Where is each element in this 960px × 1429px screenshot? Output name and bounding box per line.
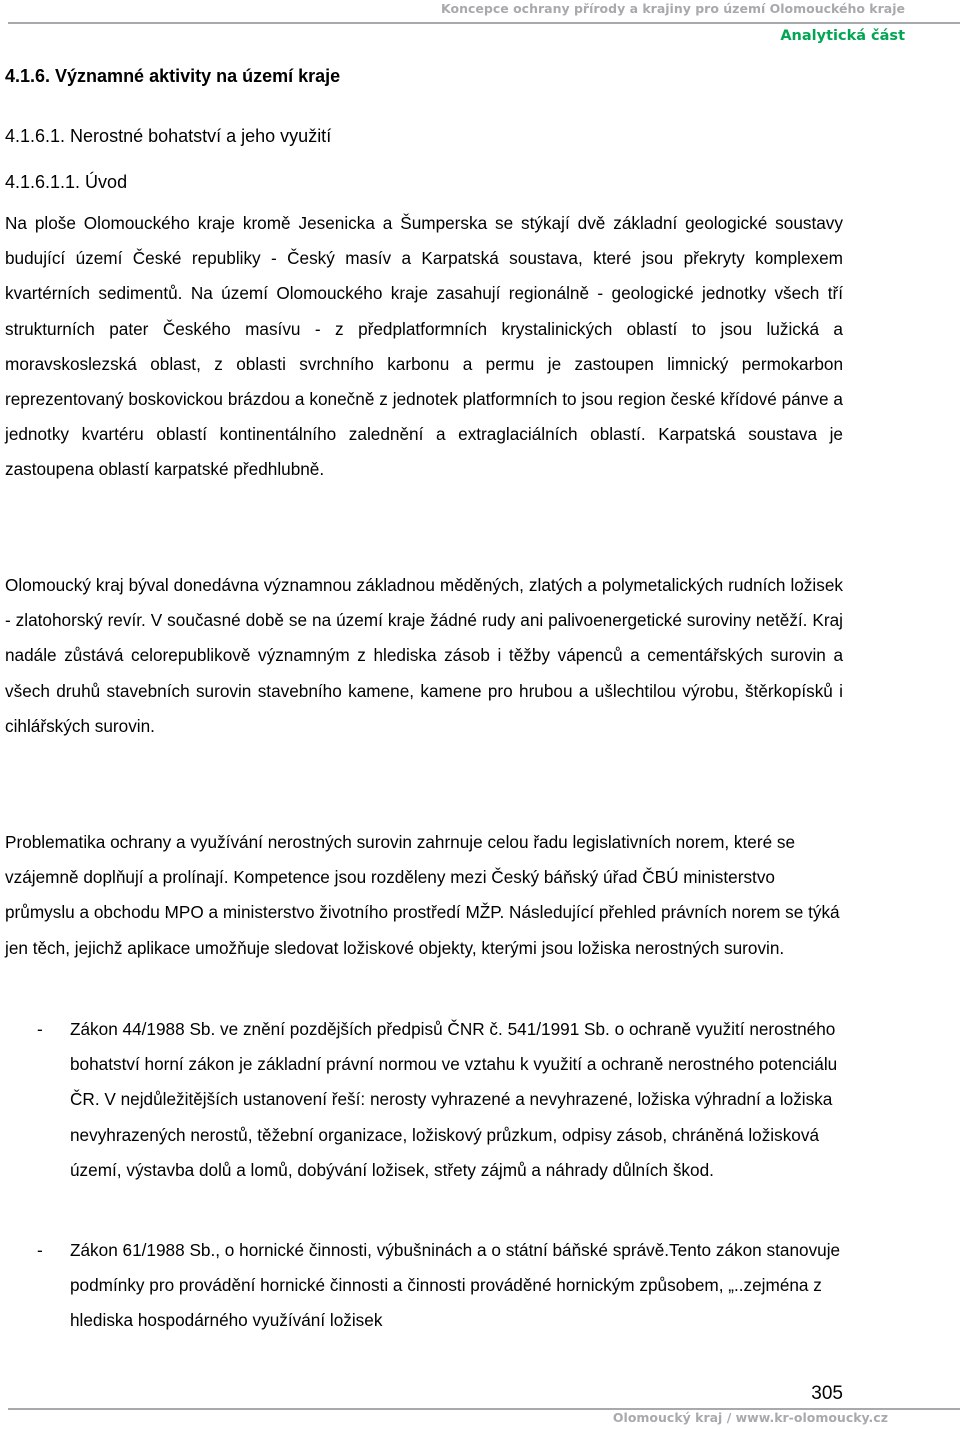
heading-level-1: 4.1.6. Významné aktivity na území kraje (5, 66, 341, 86)
paragraph-mining: Olomoucký kraj býval donedávna významnou základnou měděných, zlatých a polymetalických rudních ložisek - zlatohorský revír. V současné době se na území kraje žádné rudy ani palivoenergetické suroviny netěží. Kraj nadále zůstává celorepublikově významným z hlediska zásob i těžby vápenců a cementářských surovin a všech druhů stavebních surovin stavebního kamene, kamene pro hrubou a ušlechtilou výrobu, štěrkopísků i cihlářských surovin. (5, 575, 843, 736)
paragraph-geology: Na ploše Olomouckého kraje kromě Jesenicka a Šumperska se stýkají dvě základní geologické soustavy budující území České republiky - Český masív a Karpatská soustava, které jsou překryty komplexem kvartérních sedimentů. Na území Olomouckého kraje zasahují regionálně - geologické jednotky všech tří strukturních pater Českého masívu - z předplatformních krystalinických oblastí to jsou lužická a moravskoslezská oblast, z oblasti svrchního karbonu a permu je zastoupen limnický permokarbon reprezentovaný boskovickou brázdou a konečně z jednotek platformních to jsou region české křídové pánve a jednotky kvartéru oblastí kontinentálního zalednění a extraglaciálních oblastí. Karpatská soustava je zastoupena oblastí karpatské předhlubně. (5, 213, 843, 480)
footer-text: Olomoucký kraj / www.kr-olomoucky.cz (612, 1410, 888, 1425)
list-item (5, 1233, 843, 1339)
page-number: 305 (811, 1383, 843, 1404)
list-item (5, 1012, 843, 1188)
list-bullet: - (37, 1240, 43, 1260)
heading-level-2: 4.1.6.1. Nerostné bohatství a jeho využití (5, 126, 332, 146)
section-label: Analytická část (780, 28, 905, 44)
paragraph-legislation: Problematika ochrany a využívání nerostných surovin zahrnuje celou řadu legislativních norem, které se vzájemně doplňují a prolínají. Kompetence jsou rozděleny mezi Český báňský úřad ČBÚ ministerstvo průmyslu a obchodu MPO a ministerstvo životního prostředí MŽP. Následující přehled právních norem se týká jen těch, jejichž aplikace umožňuje sledovat ložiskové objekty, kterými jsou ložiska nerostných surovin. (5, 832, 840, 958)
page-header (0, 0, 960, 50)
list-item-text: Zákon 61/1988 Sb., o hornické činnosti, výbušninách a o státní báňské správě.Tento zákon stanovuje podmínky pro provádění hornické činnosti a činnosti prováděné hornickým způsobem, „..zejména z hlediska hospodárného využívání ložisek (70, 1240, 841, 1331)
header-divider (8, 22, 960, 24)
list-item-text: Zákon 44/1988 Sb. ve znění pozdějších předpisů ČNR č. 541/1991 Sb. o ochraně využití nerostného bohatství horní zákon je základní právní normou ve vztahu k využití a ochraně nerostného potenciálu ČR. V nejdůležitějších ustanovení řeší: nerosty vyhrazené a nevyhrazené, ložiska výhradní a ložiska nevyhrazených nerostů, těžební organizace, ložiskový průzkum, odpisy zásob, chráněná ložisková území, výstavba dolů a lomů, dobývání ložisek, střety zájmů a náhrady důlních škod. (70, 1019, 838, 1180)
heading-level-3: 4.1.6.1.1. Úvod (5, 172, 128, 192)
list-bullet: - (37, 1019, 43, 1039)
document-title: Koncepce ochrany přírody a krajiny pro území Olomouckého kraje (441, 1, 905, 16)
